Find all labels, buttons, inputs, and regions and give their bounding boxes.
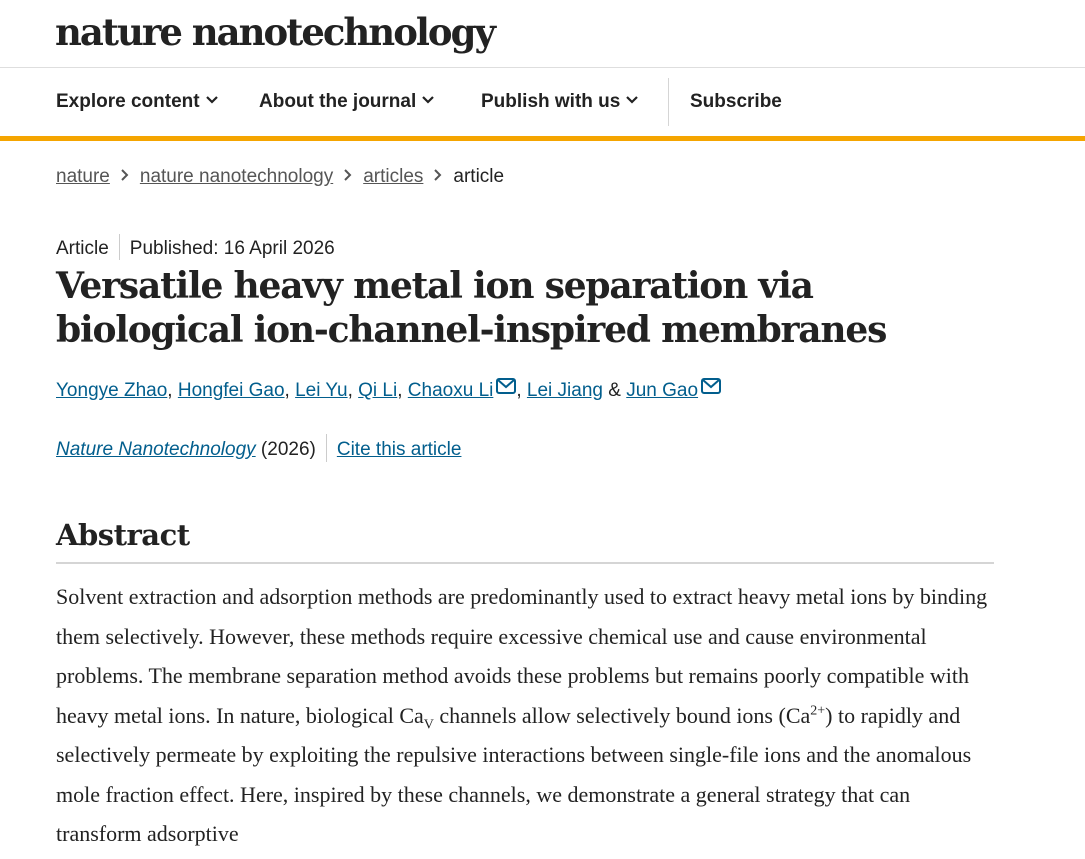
site-logo[interactable]: nature nanotechnology (55, 10, 494, 54)
author-link[interactable]: Yongye Zhao (56, 380, 168, 401)
author-ampersand: & (608, 380, 621, 401)
chevron-right-icon (434, 169, 442, 181)
article-title: Versatile heavy metal ion separation via biological ion-channel-inspired membranes (56, 265, 887, 351)
nav-publish-with-us[interactable] (481, 68, 638, 136)
author-link[interactable]: Chaoxu Li (407, 380, 494, 401)
author-link[interactable]: Lei Jiang (526, 380, 603, 401)
publication-year: (2026) (260, 439, 316, 461)
breadcrumb-link-articles[interactable]: articles (363, 166, 424, 187)
article-meta (56, 238, 335, 260)
nav-divider (668, 78, 669, 126)
meta-divider (119, 234, 120, 260)
abstract-text: Solvent extraction and adsorption methods are predominantly used to extract heavy metal ions by binding them selectively. However, these methods require excessive chemical use and cause environmental problems. The membrane separation method avoids these problems but remains poorly compatible with heavy metal ions. In nature, biological $Ca_V$ channels allow selectively bound ions $(Ca^{2+})$ to rapidly and selectively permeate by exploiting the repulsive interactions between single-file ions and the anomalous mole fraction effect. Here, inspired by these channels, we demonstrate a general strategy that can transform adsorptive (56, 584, 988, 846)
chevron-right-icon (344, 169, 352, 181)
cite-article-link[interactable]: Cite this article (336, 439, 462, 461)
published-date: Published: 16 April 2026 (129, 238, 335, 260)
breadcrumb (56, 166, 504, 188)
breadcrumb-link-nature[interactable]: nature (56, 166, 110, 187)
nav-label: Publish with us (481, 91, 621, 112)
email-icon[interactable] (701, 378, 721, 394)
nav-label: About the journal (259, 91, 417, 112)
author-list: Yongye Zhao, Hongfei Gao, Lei Yu, Qi Li, Chaoxu Li , Lei Jiang & Jun Gao (56, 380, 721, 402)
author-link[interactable]: Qi Li (358, 380, 398, 401)
author-link[interactable]: Lei Yu (295, 380, 348, 401)
abstract-heading: Abstract (56, 518, 994, 564)
masthead (0, 0, 1085, 68)
nav-explore-content[interactable] (56, 68, 218, 136)
citation-line (56, 438, 461, 462)
main-nav (0, 68, 1085, 141)
author-link[interactable]: Jun Gao (626, 380, 699, 401)
subscribe-link[interactable]: Subscribe (690, 91, 782, 112)
citation-divider (326, 434, 327, 462)
email-icon[interactable] (496, 378, 516, 394)
nav-label: Explore content (56, 91, 200, 112)
breadcrumb-link-journal[interactable]: nature nanotechnology (139, 166, 334, 187)
breadcrumb-current: article (453, 166, 505, 187)
chevron-down-icon (206, 96, 218, 104)
chevron-right-icon (121, 169, 129, 181)
chevron-down-icon (422, 96, 434, 104)
nav-about-journal[interactable] (259, 68, 434, 136)
author-link[interactable]: Hongfei Gao (177, 380, 285, 401)
article-type: Article (56, 238, 109, 260)
journal-link[interactable]: Nature Nanotechnology (56, 439, 256, 461)
chevron-down-icon (626, 96, 638, 104)
